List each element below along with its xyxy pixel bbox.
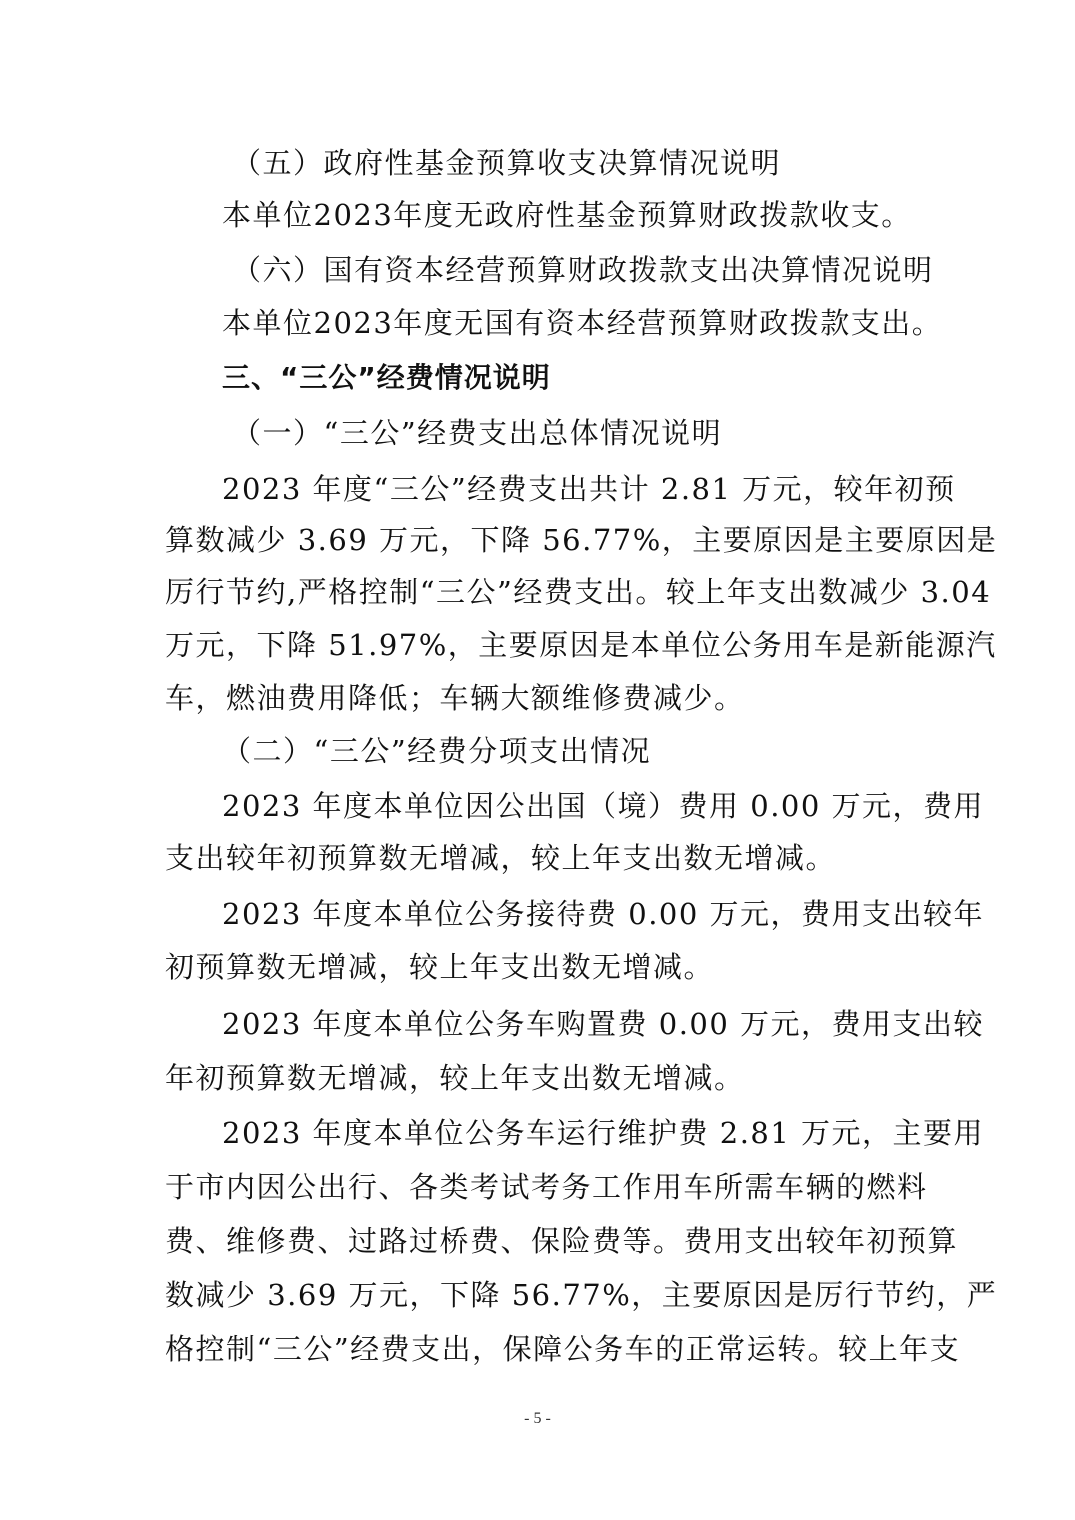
paragraph-line: 2023 年度本单位公务车购置费 0.00 万元，费用支出较 [222,1007,985,1041]
section-6-body: 本单位2023年度无国有资本经营预算财政拨款支出。 [222,306,943,340]
paragraph-line: 车，燃油费用降低；车辆大额维修费减少。 [165,681,745,715]
paragraph-line: 2023 年度本单位公务接待费 0.00 万元，费用支出较年 [222,897,985,931]
paragraph-line: 2023 年度本单位因公出国（境）费用 0.00 万元，费用 [222,789,985,823]
paragraph-line: 算数减少 3.69 万元，下降 56.77%，主要原因是主要原因是 [165,523,998,557]
section-5-body: 本单位2023年度无政府性基金预算财政拨款收支。 [222,198,912,232]
paragraph-line: 数减少 3.69 万元，下降 56.77%，主要原因是厉行节约，严 [165,1278,998,1312]
paragraph-line: 2023 年度“三公”经费支出共计 2.81 万元，较年初预 [222,472,956,506]
section-5-heading: （五）政府性基金预算收支决算情况说明 [232,146,782,180]
part-3-heading: 三、“三公”经费情况说明 [222,361,551,394]
section-6-heading: （六）国有资本经营预算财政拨款支出决算情况说明 [232,253,934,287]
paragraph-line: 于市内因公出行、各类考试考务工作用车所需车辆的燃料 [165,1170,928,1204]
paragraph-line: 费、维修费、过路过桥费、保险费等。费用支出较年初预算 [165,1224,959,1258]
paragraph-line: 初预算数无增减，较上年支出数无增减。 [165,950,715,984]
paragraph-line: 厉行节约,严格控制“三公”经费支出。较上年支出数减少 3.04 [165,575,992,609]
part-3-1-heading: （一）“三公”经费支出总体情况说明 [232,416,723,450]
part-3-2-heading: （二）“三公”经费分项支出情况 [222,734,652,768]
page-number: - 5 - [524,1410,551,1427]
paragraph-line: 2023 年度本单位公务车运行维护费 2.81 万元，主要用 [222,1116,985,1150]
paragraph-line: 年初预算数无增减，较上年支出数无增减。 [165,1061,745,1095]
paragraph-line: 格控制“三公”经费支出，保障公务车的正常运转。较上年支 [165,1332,961,1366]
paragraph-line: 万元，下降 51.97%，主要原因是本单位公务用车是新能源汽 [165,628,997,662]
paragraph-line: 支出较年初预算数无增减，较上年支出数无增减。 [165,841,837,875]
